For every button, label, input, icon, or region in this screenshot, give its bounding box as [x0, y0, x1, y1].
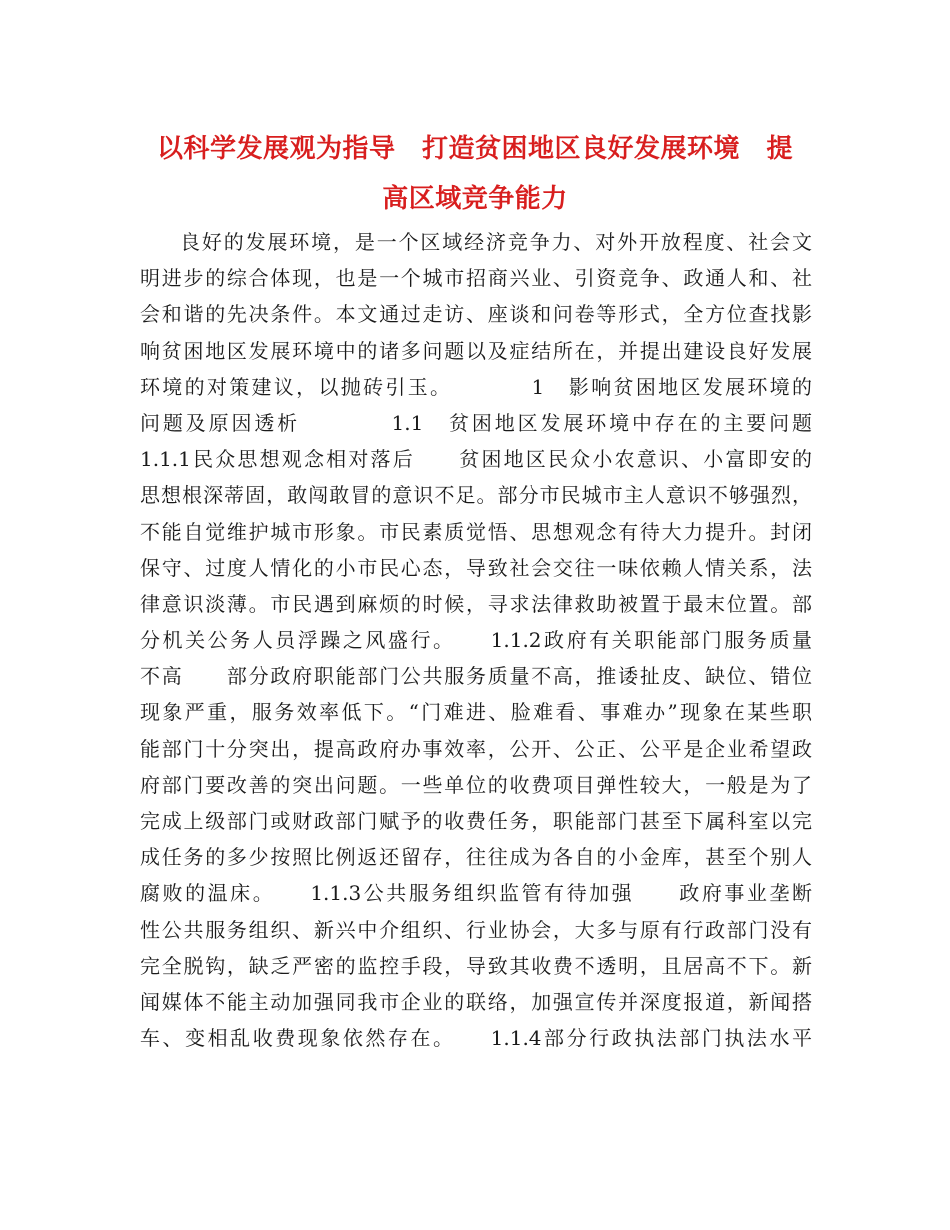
body-line: 响贫困地区发展环境中的诸多问题以及症结所在，并提出建设良好发展: [140, 338, 812, 363]
body-line: 完成上级部门或财政部门赋予的收费任务，职能部门甚至下属科室以完: [140, 809, 812, 833]
body-line: 会和谐的先决条件。本文通过走访、座谈和问卷等形式，全方位查找影: [140, 302, 812, 327]
body-line: 明进步的综合体现，也是一个城市招商兴业、引资竞争、政通人和、社: [140, 266, 812, 291]
body-line: 良好的发展环境，是一个区域经济竞争力、对外开放程度、社会文: [180, 230, 812, 254]
body-line: 车、变相乱收费现象依然存在。 1.1.4部分行政执法部门执法水平: [140, 1026, 812, 1051]
title-line-1: 以科学发展观为指导 打造贫困地区良好发展环境 提: [156, 134, 793, 164]
body-line: 性公共服务组织、新兴中介组织、行业协会，大多与原有行政部门没有: [140, 917, 812, 942]
document-title: [140, 124, 810, 224]
body-line: 府部门要改善的突出问题。一些单位的收费项目弹性较大，一般是为了: [140, 772, 812, 797]
body-line: 保守、过度人情化的小市民心态，导致社会交往一味依赖人情关系，法: [140, 555, 812, 580]
title-line-2: 高区域竞争能力: [382, 184, 568, 214]
body-line: 能部门十分突出，提高政府办事效率，公开、公正、公平是企业希望政: [140, 736, 812, 761]
body-line: 闻媒体不能主动加强同我市企业的联络，加强宣传并深度报道，新闻搭: [140, 989, 812, 1014]
body-line: 现象严重，服务效率低下。“门难进、脸难看、事难办”现象在某些职: [140, 700, 812, 725]
body-line: 思想根深蒂固，敢闯敢冒的意识不足。部分市民城市主人意识不够强烈，: [140, 483, 812, 508]
body-line: 1.1.1民众思想观念相对落后 贫困地区民众小农意识、小富即安的: [140, 447, 812, 472]
body-line: 律意识淡薄。市民遇到麻烦的时候，寻求法律救助被置于最末位置。部: [140, 591, 812, 616]
body-line: 问题及原因透析 1.1 贫困地区发展环境中存在的主要问题: [140, 410, 812, 435]
body-line: 不能自觉维护城市形象。市民素质觉悟、思想观念有待大力提升。封闭: [140, 519, 812, 544]
document-body: [140, 224, 812, 1056]
body-line: 环境的对策建议，以抛砖引玉。 1 影响贫困地区发展环境的: [140, 374, 812, 399]
body-line: 分机关公务人员浮躁之风盛行。 1.1.2政府有关职能部门服务质量: [140, 628, 812, 653]
body-line: 完全脱钩，缺乏严密的监控手段，导致其收费不透明，且居高不下。新: [140, 953, 812, 978]
body-line: 成任务的多少按照比例返还留存，往往成为各自的小金库，甚至个别人: [140, 845, 812, 870]
body-line: 不高 部分政府职能部门公共服务质量不高，推诿扯皮、缺位、错位: [140, 664, 812, 689]
body-line: 腐败的温床。 1.1.3公共服务组织监管有待加强 政府事业垄断: [140, 881, 812, 906]
